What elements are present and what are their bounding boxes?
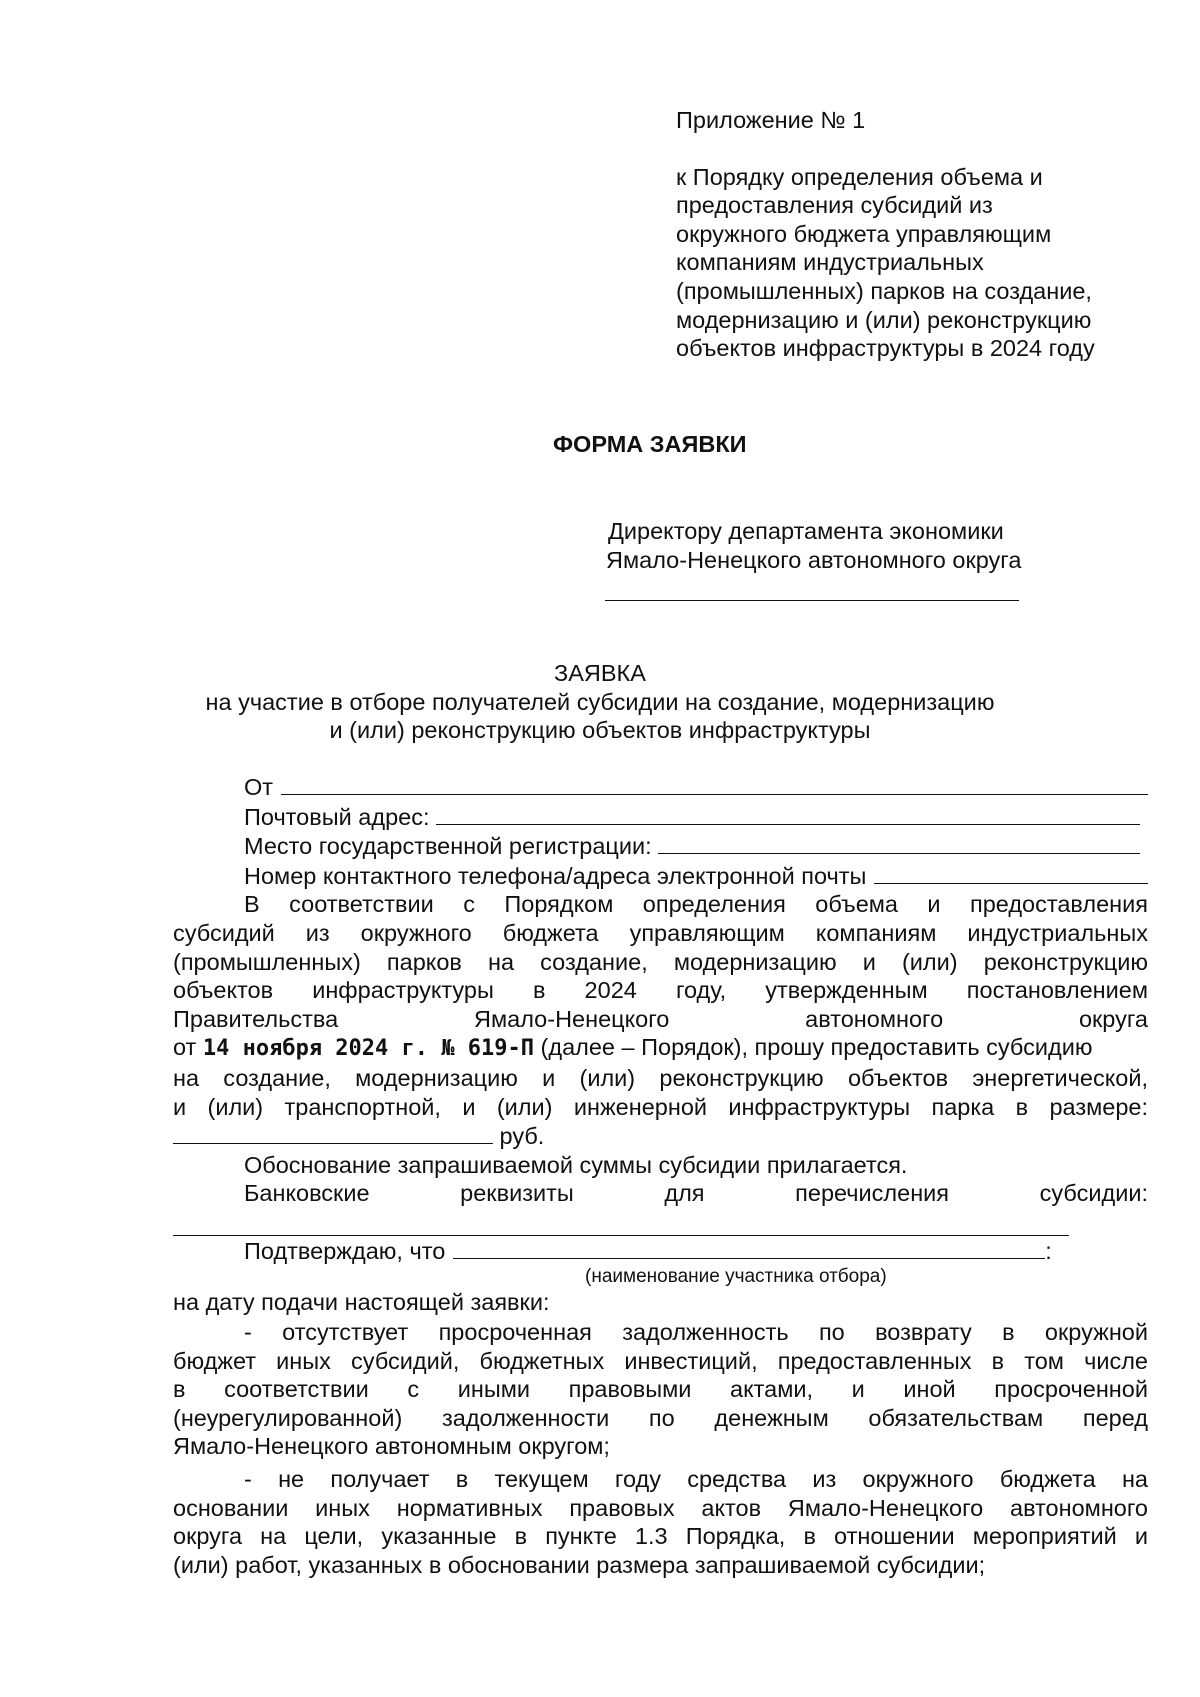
addressee-line: Директору департамента экономики (608, 518, 1004, 544)
application-heading-block (160, 659, 1040, 745)
field-label: Номер контактного телефона/адреса электронной почты (244, 862, 867, 889)
field-label: От (244, 774, 274, 800)
paragraph-line: объектов инфраструктуры в 2024 году, утвержденным постановлением (173, 977, 1148, 1004)
field-label: Почтовый адрес: (244, 803, 430, 830)
confirm-hint: (наименование участника отбора) (585, 1265, 887, 1287)
decree-date: 14 ноября 2024 г. № 619-П (202, 1036, 534, 1062)
form-title: ФОРМА ЗАЯВКИ (553, 431, 747, 457)
appendix-line: к Порядку определения объема и (676, 163, 1043, 190)
addressee-block (608, 517, 1021, 574)
decree-after: (далее – Порядок), прошу предоставить субсидию (540, 1034, 1093, 1061)
appendix-block (676, 106, 1196, 363)
justification-line: Обоснование запрашиваемой суммы субсидии прилагается. (244, 1151, 908, 1178)
list-item-line: (или) работ, указанных в обосновании размера запрашиваемой субсидии; (173, 1551, 986, 1578)
addressee-line: Ямало-Ненецкого автономного округа (606, 546, 1022, 573)
field-postal (173, 802, 1148, 832)
field-blank (874, 861, 1148, 884)
bank-details-blank-row (173, 1208, 1148, 1236)
field-registration (173, 831, 1148, 861)
appendix-line: предоставления субсидий из (676, 192, 993, 219)
field-blank (436, 802, 1141, 825)
participant-name-blank (453, 1236, 1045, 1259)
field-blank (658, 831, 1140, 854)
list-item (173, 1318, 1148, 1461)
confirm-line (173, 1236, 1148, 1266)
paragraph-line: В соответствии с Порядком определения объема и предоставления (244, 891, 1148, 918)
on-date-line: на дату подачи настоящей заявки: (173, 1288, 550, 1315)
appendix-line: объектов инфраструктуры в 2024 году (676, 335, 1095, 362)
amount-blank (173, 1121, 493, 1144)
decree-from: от (173, 1034, 197, 1061)
document-body (173, 772, 1148, 1579)
list-item (173, 1465, 1148, 1579)
field-label: Место государственной регистрации: (244, 833, 652, 860)
paragraph-line-decree (173, 1033, 1148, 1064)
list-item-line: бюджет иных субсидий, бюджетных инвестиций, предоставленных в том числе (173, 1347, 1148, 1374)
list-item-line: - не получает в текущем году средства из окружного бюджета на (244, 1466, 1148, 1493)
confirm-label: Подтверждаю, что (244, 1237, 446, 1264)
list-item-line: (неурегулированной) задолженности по денежным обязательствам перед (173, 1404, 1148, 1431)
field-blank (281, 772, 1148, 795)
field-from (173, 772, 1148, 802)
bank-details-line: Банковские реквизиты для перечисления субсидии: (244, 1180, 1148, 1207)
list-item-line: - отсутствует просроченная задолженность по возврату в окружной (244, 1319, 1148, 1346)
appendix-line: модернизацию и (или) реконструкцию (676, 306, 1092, 333)
list-item-line: Ямало-Ненецкого автономным округом; (173, 1433, 610, 1460)
addressee-name-blank (605, 578, 1019, 601)
paragraph-line: и (или) транспортной, и (или) инженерной инфраструктуры парка в размере: (173, 1093, 1148, 1120)
paragraph-line: субсидий из окружного бюджета управляющим компаниям индустриальных (173, 919, 1148, 946)
application-subtitle: на участие в отборе получателей субсидии на создание, модернизацию (205, 688, 995, 715)
application-heading: ЗАЯВКА (554, 660, 646, 686)
paragraph-line: Правительства Ямало-Ненецкого автономного округа (173, 1005, 1148, 1032)
appendix-title: Приложение № 1 (676, 107, 866, 133)
application-subtitle: и (или) реконструкцию объектов инфраструктуры (329, 717, 871, 744)
paragraph-line: (промышленных) парков на создание, модернизацию и (или) реконструкцию (173, 948, 1148, 975)
field-contact (173, 861, 1148, 891)
confirm-colon: : (1045, 1237, 1052, 1264)
list-item-line: округа на цели, указанные в пункте 1.3 Порядка, в отношении мероприятий и (173, 1523, 1148, 1550)
paragraph-line: на создание, модернизацию и (или) реконструкцию объектов энергетической, (173, 1064, 1148, 1091)
appendix-line: компаниям индустриальных (676, 249, 984, 276)
list-item-line: основании иных нормативных правовых актов Ямало-Ненецкого автономного (173, 1494, 1148, 1521)
amount-line (173, 1121, 1148, 1151)
amount-unit: руб. (499, 1123, 545, 1150)
appendix-line: окружного бюджета управляющим (676, 220, 1052, 247)
appendix-line: (промышленных) парков на создание, (676, 277, 1092, 304)
list-item-line: в соответствии с иными правовыми актами, и иной просроченной (173, 1376, 1148, 1403)
